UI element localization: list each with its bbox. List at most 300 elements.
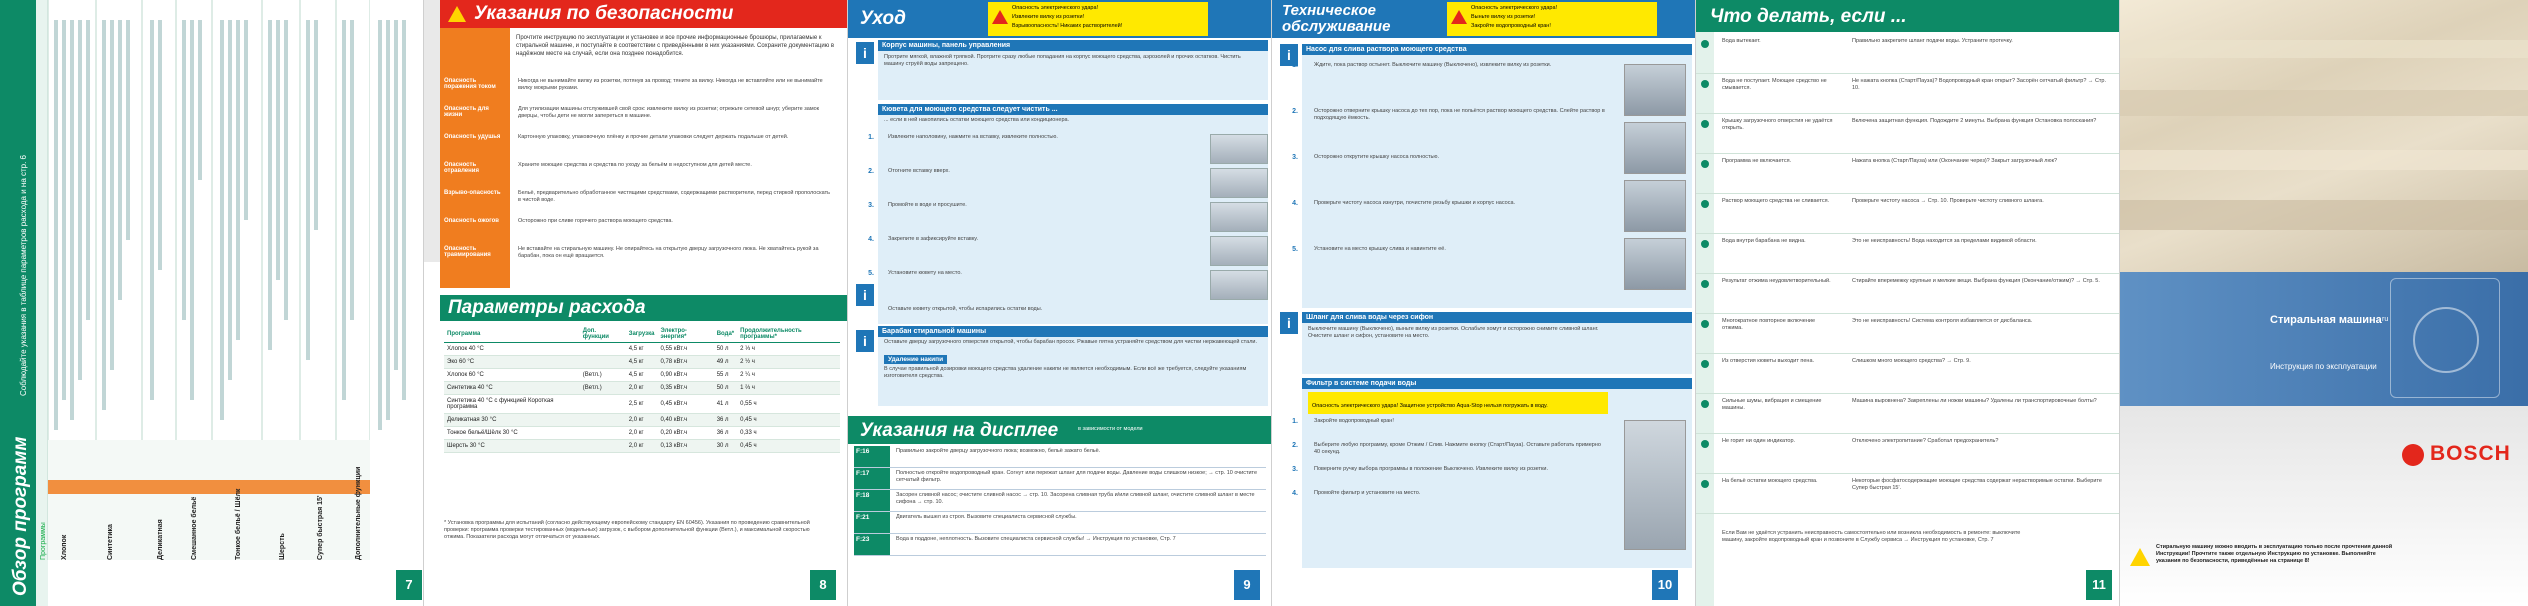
step [1282, 490, 1602, 514]
table-cell: (Ветл.) [580, 382, 626, 395]
table-cell: 2,0 кг [626, 440, 658, 453]
step-image [1210, 168, 1268, 198]
display-text: Засорен сливной насос; очистите сливной насос → стр. 10. Засорена сливная труба и/или сливной шланг, очистите сливной шланг в месте сифона → стр. 10. [896, 492, 1255, 505]
safety-row-label: Опасность удушья [444, 134, 501, 140]
display-row [854, 512, 1266, 534]
problem-text: Сильные шумы, вибрация и смещение машины. [1722, 398, 1822, 411]
safety-row-label: Опасность травмирования [444, 246, 491, 258]
safety-rows [440, 76, 840, 272]
safety-row-text: Картонную упаковку, упаковочную плёнку и прочие детали упаковки следует держать подальше от детей. [518, 134, 789, 140]
hose-title: Шланг для слива воды через сифон [1302, 312, 1692, 323]
display-text: Вода в поддоне, неплотность. Вызовите специалиста сервисной службы! → Инструкция по установке, Стр. 7 [896, 536, 1176, 542]
table-row [444, 343, 840, 356]
table-cell: 50 л [714, 343, 737, 356]
step-text: Поверните ручку выбора программы в положение Выключено. Извлеките вилку из розетки. [1314, 466, 1548, 472]
drum-title: Барабан стиральной машины [878, 326, 1268, 337]
page-troubleshooting [1696, 0, 2120, 606]
page-number-10: 10 [1652, 570, 1678, 600]
solution-text: Отключено электропитание? Сработал предохранитель? [1852, 438, 1999, 444]
troubleshoot-table [1696, 34, 2120, 514]
step-number: 5. [868, 270, 874, 277]
table-cell [580, 343, 626, 356]
table-row [1696, 34, 2120, 74]
step-text: Проверьте чистоту насоса изнутри, почистите резьбу крышки и корпус насоса. [1314, 200, 1516, 206]
safety-row [440, 76, 840, 100]
safety-title: Указания по безопасности [474, 3, 734, 24]
table-cell: 4,5 кг [626, 369, 658, 382]
table-row [1696, 314, 2120, 354]
table-cell: 0,90 кВт.ч [657, 369, 713, 382]
safety-row [440, 216, 840, 240]
overview-subtitle: Соблюдайте указания в таблице параметров расхода и на стр. 6 [19, 155, 28, 396]
problem-text: Многократное повторное включение отжима. [1722, 318, 1816, 331]
pump-image [1624, 64, 1686, 294]
title-bar-consumption [440, 295, 848, 321]
pump-steps [1282, 62, 1612, 292]
page-number-8: 8 [810, 570, 836, 600]
table-row [1696, 74, 2120, 114]
step [1282, 246, 1612, 292]
table-cell [580, 427, 626, 440]
table-cell: Синтетика 40 °C [444, 382, 580, 395]
step-number: 2. [868, 168, 874, 175]
housing-section [878, 40, 1268, 100]
table-cell: 0,20 кВт.ч [657, 427, 713, 440]
maintenance-warning-box [1447, 2, 1657, 36]
safety-row-text: Не вставайте на стиральную машину. Не опирайтесь на открытую дверцу загрузочного люка. Не хватайтесь рукой за барабан, пока он ещё вращается. [518, 246, 819, 259]
problem-text: Результат отжима неудовлетворительный. [1722, 278, 1831, 284]
page-safety [424, 0, 848, 606]
info-icon: i [1280, 44, 1298, 66]
table-cell: 0,45 ч [737, 440, 840, 453]
step-text: Закрепите в зафиксируйте вставку. [888, 236, 979, 242]
housing-title: Корпус машины, панель управления [878, 40, 1268, 51]
warning-icon [1451, 10, 1467, 24]
table-cell: (Ветл.) [580, 369, 626, 382]
table-cell: 4,5 кг [626, 356, 658, 369]
display-table [854, 446, 1266, 556]
bullet-dot-icon [1701, 320, 1709, 328]
title-bar-maintenance [1272, 0, 1696, 38]
table-cell: Тонкое бельё/Шёлк 30 °C [444, 427, 580, 440]
step [1282, 466, 1602, 490]
bullet-dot-icon [1701, 480, 1709, 488]
page-program-overview [0, 0, 424, 606]
step-number: 4. [1292, 200, 1298, 207]
display-row [854, 534, 1266, 556]
bullet-icon [1696, 274, 1714, 313]
table-cell: 0,55 ч [737, 395, 840, 414]
bullet-dot-icon [1701, 400, 1709, 408]
hose-section [1302, 312, 1692, 374]
descale-title: Удаление накипи [884, 355, 947, 364]
bullet-icon [1696, 34, 1714, 73]
table-row [444, 440, 840, 453]
consumption-header-cell: Загрузка [626, 326, 658, 343]
bullet-icon [1696, 394, 1714, 433]
safety-row-text: Осторожно при сливе горячего раствора моющего средства. [518, 218, 673, 224]
display-code: F:23 [854, 534, 890, 555]
problem-text: На бельё остатки моющего средства. [1722, 478, 1818, 484]
table-cell: 36 л [714, 414, 737, 427]
bullet-dot-icon [1701, 160, 1709, 168]
display-row [854, 490, 1266, 512]
table-row [1696, 234, 2120, 274]
cover-lang: ru [2382, 316, 2389, 323]
solution-text: Слишком много моющего средства? → Стр. 9. [1852, 358, 1971, 364]
table-row [1696, 154, 2120, 194]
table-cell: 30 л [714, 440, 737, 453]
drum-text: Оставьте дверцу загрузочного отверстия открытой, чтобы барабан просох. Ржавые пятна устраняйте средством для чистки нержавеющей стали. [884, 339, 1258, 345]
maint-warning-line-3: Закройте водопроводный кран! [1471, 23, 1551, 29]
table-row [444, 356, 840, 369]
step-number: 3. [1292, 466, 1298, 473]
cover-photo [2120, 0, 2528, 272]
table-row [444, 382, 840, 395]
step-number: 1. [868, 134, 874, 141]
troubleshoot-title: Что делать, если ... [1710, 6, 1907, 27]
table-cell: 2,0 кг [626, 382, 658, 395]
warning-icon [992, 10, 1008, 24]
step [1282, 200, 1612, 246]
safety-row-text: Храните моющие средства и средства по уходу за бельём в недоступном для детей месте. [518, 162, 752, 168]
table-row [444, 414, 840, 427]
dispenser-title: Кювета для моющего средства следует чистить ... [878, 104, 1268, 115]
page-number-9: 9 [1234, 570, 1260, 600]
table-row [1696, 274, 2120, 314]
program-silk: Тонкое бельё / Шёлк [235, 488, 242, 560]
bullet-icon [1696, 154, 1714, 193]
info-icon: i [856, 284, 874, 306]
care-title: Уход [860, 8, 906, 29]
safety-row-label: Опасность для жизни [444, 106, 489, 118]
step-image [1210, 236, 1268, 266]
display-code: F:18 [854, 490, 890, 511]
hose-text: Выключите машину (Выключено), выньте вилку из розетки. Ослабьте хомут и осторожно снимите сливной шланг. Очистите шланг и сифон, установите на место. [1308, 326, 1599, 339]
dispenser-step [858, 202, 1268, 236]
safety-row-label: Взрыво-опасность [444, 190, 501, 196]
table-cell [580, 395, 626, 414]
table-cell: 36 л [714, 427, 737, 440]
page-care [848, 0, 1272, 606]
program-synthetic: Синтетика [107, 524, 114, 560]
solution-text: Это не неисправность! Система контроля избавляется от дисбаланса. [1852, 318, 2033, 324]
step-number: 1. [1292, 62, 1298, 69]
consumption-header-row [444, 326, 840, 343]
dispenser-step [858, 270, 1268, 304]
table-cell: 0,40 кВт.ч [657, 414, 713, 427]
step [1282, 108, 1612, 154]
bullet-dot-icon [1701, 240, 1709, 248]
table-cell: 55 л [714, 369, 737, 382]
step [1282, 442, 1602, 466]
bosch-logo-icon [2402, 444, 2424, 466]
table-row [1696, 394, 2120, 434]
safety-row [440, 188, 840, 212]
info-icon: i [856, 330, 874, 352]
solution-text: Это не неисправность! Вода находится за пределами видимой области. [1852, 238, 2037, 244]
bullet-dot-icon [1701, 440, 1709, 448]
overview-title: Обзор программ [10, 436, 31, 596]
consumption-header-cell: Программа [444, 326, 580, 343]
step-text: Осторожно открутите крышку насоса полностью. [1314, 154, 1440, 160]
maint-warning-line-2: Выньте вилку из розетки! [1471, 14, 1536, 20]
cover-brand-area [2120, 406, 2528, 606]
bullet-icon [1696, 474, 1714, 513]
table-cell: 50 л [714, 382, 737, 395]
step-number: 4. [868, 236, 874, 243]
step-text: Выберите любую программу, кроме Отжим / Слив. Нажмите кнопку (Старт/Пауза). Оставьте работать примерно 40 секунд. [1314, 442, 1601, 455]
solution-text: Включена защитная функция. Подождите 2 минуты. Выбрана функция Остановка полоскания? [1852, 118, 2097, 124]
table-row [444, 395, 840, 414]
solution-text: Стирайте вперемежку крупные и мелкие вещи. Выбрана функция (Окончание/отжим)? → Стр. 5. [1852, 278, 2100, 284]
step [1282, 62, 1612, 108]
table-cell [580, 440, 626, 453]
dispenser-step [858, 236, 1268, 270]
consumption-table [444, 326, 840, 453]
table-row [444, 369, 840, 382]
page-number-11: 11 [2086, 570, 2112, 600]
program-delicate: Деликатная [157, 519, 164, 560]
step-number: 1. [1292, 418, 1298, 425]
page-number-7: 7 [396, 570, 422, 600]
step-number: 3. [868, 202, 874, 209]
cover-blue-panel [2120, 272, 2528, 406]
dispenser-step [858, 168, 1268, 202]
washing-machine-icon [2390, 278, 2500, 398]
consumption-header-cell: Продолжительность программы* [737, 326, 840, 343]
table-cell [580, 414, 626, 427]
filter-steps [1282, 418, 1602, 514]
solution-text: Машина выровнена? Закреплены ли ножки машины? Удалены ли транспортировочные болты? [1852, 398, 2097, 404]
overview-col-programs: Программы [40, 522, 47, 560]
filter-title: Фильтр в системе подачи воды [1302, 378, 1692, 389]
display-title: Указания на дисплее [860, 420, 1059, 441]
cover-warning: Стиральную машину можно вводить в эксплуатацию только после прочтения данной Инструкции! Прочтите также отдельную Инструкцию по установке. Выполняйте указания по безопасности, приведённые на странице 8! [2156, 544, 2393, 564]
bullet-dot-icon [1701, 200, 1709, 208]
table-cell: Хлопок 60 °C [444, 369, 580, 382]
warning-icon [448, 6, 466, 22]
solution-text: Не нажата кнопка (Старт/Пауза)? Водопроводный кран открыт? Засорён сетчатый фильтр? → Стр. 10. [1852, 78, 2107, 91]
table-cell: 41 л [714, 395, 737, 414]
problem-text: Программа не включается. [1722, 158, 1792, 164]
display-row [854, 446, 1266, 468]
step-text: Промойте фильтр и установите на место. [1314, 490, 1421, 496]
table-cell: 2 ¼ ч [737, 369, 840, 382]
safety-row [440, 104, 840, 128]
bullet-icon [1696, 74, 1714, 113]
table-cell: 0,33 ч [737, 427, 840, 440]
maintenance-title: Техническое обслуживание [1282, 2, 1391, 35]
bullet-icon [1696, 234, 1714, 273]
consumption-header-cell: Доп. функции [580, 326, 626, 343]
problem-text: Вода внутри барабана не видна. [1722, 238, 1806, 244]
table-cell: 0,35 кВт.ч [657, 382, 713, 395]
table-row [1696, 434, 2120, 474]
safety-row-label: Опасность отравления [444, 162, 479, 174]
step-text: Извлеките наполовину, нажмите на вставку, извлеките полностью. [888, 134, 1058, 140]
step-number: 2. [1292, 108, 1298, 115]
title-bar-troubleshoot [1696, 0, 2120, 32]
cover-product-title: Стиральная машина [2270, 314, 2382, 326]
safety-row-label: Опасность поражения током [444, 78, 496, 90]
table-cell: Эко 60 °C [444, 356, 580, 369]
consumption-header-cell: Вода* [714, 326, 737, 343]
filter-warning-text: Опасность электрического удара! Защитное устройство Aqua-Stop нельзя погружать в воду. [1312, 403, 1548, 409]
program-cotton: Хлопок [61, 534, 68, 560]
step-text: Осторожно отверните крышку насоса до тех пор, пока не польётся раствор моющего средства. Слейте раствор в подходящую ёмкость. [1314, 108, 1605, 121]
table-cell: 0,45 кВт.ч [657, 395, 713, 414]
step-image [1210, 270, 1268, 300]
safety-intro: Прочтите инструкцию по эксплуатации и установке и все прочие информационные брошюры, прилагаемые к стиральной машине, и поступайте в соответствии с приведёнными в них указаниями. Сохраните документацию в надёжном месте на случай, если она позднее понадобится. [516, 35, 835, 57]
troubleshoot-footer: Если Вам не удаётся устранить неисправность самостоятельно или возникла необходимость в ремонте: выключите машину, закройте водопроводный кран и позвоните в Службу сервиса → Инструкция по установке, Стр. 7 [1722, 530, 2021, 543]
problem-text: Из отверстия кюветы выходит пена. [1722, 358, 1815, 364]
table-cell: 2 ⅓ ч [737, 343, 840, 356]
safety-row-text: Никогда не вынимайте вилку из розетки, потянув за провод; тяните за вилку. Никогда не вставляйте или не вынимайте вилку мокрыми руками. [518, 78, 823, 91]
display-text: Двигатель вышел из строя. Вызовите специалиста сервисной службы. [896, 514, 1077, 520]
table-row [444, 427, 840, 440]
care-warning-line-2: Извлеките вилку из розетки! [1012, 14, 1085, 20]
step [1282, 154, 1612, 200]
title-bar-care [848, 0, 1272, 38]
table-cell: Деликатная 30 °C [444, 414, 580, 427]
step-text: Установите на место крышку слива и навинтите её. [1314, 246, 1446, 252]
table-cell: 49 л [714, 356, 737, 369]
maint-warning-line-1: Опасность электрического удара! [1471, 5, 1558, 11]
title-bar-display [848, 416, 1272, 444]
dispenser-sub: ... если в ней накопились остатки моющего средства или кондиционера. [884, 117, 1070, 123]
bullet-dot-icon [1701, 80, 1709, 88]
page-cover [2120, 0, 2528, 606]
display-text: Правильно закройте дверцу загрузочного люка; возможно, бельё зажато бельё. [896, 448, 1101, 454]
solution-text: Проверьте чистоту насоса → Стр. 10. Проверьте чистоту сливного шланга. [1852, 198, 2044, 204]
dispenser-step [858, 134, 1268, 168]
pump-title: Насос для слива раствора моющего средства [1302, 44, 1692, 55]
solution-text: Нажата кнопка (Старт/Пауза) или (Окончание через)? Закрыт загрузочный люк? [1852, 158, 2058, 164]
table-cell: 2,0 кг [626, 427, 658, 440]
step-number: 5. [1292, 246, 1298, 253]
care-warning-box [988, 2, 1208, 36]
bullet-icon [1696, 314, 1714, 353]
bullet-dot-icon [1701, 120, 1709, 128]
table-row [1696, 354, 2120, 394]
title-bar-safety [440, 0, 848, 28]
filter-warning [1308, 392, 1608, 414]
cover-brand: BOSCH [2430, 442, 2511, 465]
safety-row-label: Опасность ожогов [444, 218, 499, 224]
safety-row [440, 160, 840, 184]
overview-table-graphic [0, 0, 424, 606]
table-row [1696, 474, 2120, 514]
bullet-icon [1696, 114, 1714, 153]
solution-text: Правильно закрепите шланг подачи воды. Устраните протечку. [1852, 38, 2013, 44]
info-icon: i [856, 42, 874, 64]
bullet-icon [1696, 434, 1714, 473]
safety-row-text: Бельё, предварительно обработанное чистящими средствами, содержащими растворители, перед стиркой прополоскать в чистой воде. [518, 190, 830, 203]
table-cell [580, 356, 626, 369]
problem-text: Вода вытекает. [1722, 38, 1761, 44]
step-text: Закройте водопроводный кран! [1314, 418, 1394, 424]
solution-text: Некоторые фосфатосодержащие моющие средства содержат нерастворимые остатки. Выберите Супер быстрая 15'. [1852, 478, 2102, 491]
filter-image [1624, 420, 1686, 550]
step-text: Установите кювету на место. [888, 270, 962, 276]
cover-subtitle: Инструкция по эксплуатации [2270, 362, 2377, 371]
dispenser-note: Оставьте кювету открытой, чтобы испарились остатки воды. [888, 306, 1043, 312]
table-cell: 0,78 кВт.ч [657, 356, 713, 369]
info-icon: i [1280, 312, 1298, 334]
bullet-icon [1696, 194, 1714, 233]
program-mixed: Смешанное бельё [191, 496, 198, 560]
problem-text: Не горит ни один индикатор. [1722, 438, 1796, 444]
care-warning-line-1: Опасность электрического удара! [1012, 5, 1099, 11]
problem-text: Крышку загрузочного отверстия не удаётся открыть. [1722, 118, 1833, 131]
display-model-note: в зависимости от модели [1078, 426, 1143, 432]
dispenser-steps [858, 134, 1268, 304]
problem-text: Вода не поступает. Моющее средство не смывается. [1722, 78, 1827, 91]
step-text: Ждите, пока раствор остынет. Выключите машину (Выключено), извлеките вилку из розетки. [1314, 62, 1552, 68]
program-wool: Шерсть [279, 533, 286, 560]
bullet-dot-icon [1701, 360, 1709, 368]
consumption-header-cell: Электро-энергия* [657, 326, 713, 343]
table-row [1696, 114, 2120, 154]
table-cell: 0,55 кВт.ч [657, 343, 713, 356]
table-cell: 2,0 кг [626, 414, 658, 427]
consumption-title: Параметры расхода [448, 297, 646, 318]
housing-text: Протрите мягкой, влажной тряпкой. Протрите сразу любые попадания на корпус моющего средства, аэрозолей и прочих остатков. Чистить машину струёй воды запрещено. [884, 54, 1241, 67]
table-cell: 0,45 ч [737, 414, 840, 427]
step-number: 2. [1292, 442, 1298, 449]
care-warning-line-3: Взрывоопасность! Никаких растворителей! [1012, 23, 1123, 29]
table-cell: 1 ⅔ ч [737, 382, 840, 395]
safety-row [440, 132, 840, 156]
consumption-note: * Установка программы для испытаний (согласно действующему европейскому стандарту EN 60456). Указания по проведению сравнительной проверки: программа проверки тестированных (модельных) загрузок, с выбором дополнительной функции (Ветл.), и максимальной скоростью отжима. Показатели расхода могут отличаться от указанных. [444, 520, 810, 540]
overview-footer-label: Дополнительные функции [355, 466, 362, 560]
table-cell: Синтетика 40 °C с функцией Короткая программа [444, 395, 580, 414]
table-cell: Хлопок 40 °C [444, 343, 580, 356]
display-text: Полностью откройте водопроводный кран. Согнут или пережат шланг для подачи воды. Давление воды слишком низкое; → стр. 10 очистите сетчатый фильтр. [896, 470, 1258, 483]
bullet-icon [1696, 354, 1714, 393]
bullet-dot-icon [1701, 280, 1709, 288]
display-code: F:17 [854, 468, 890, 489]
step-text: Отогните вставку вверх. [888, 168, 950, 174]
drum-section [878, 326, 1268, 406]
table-cell: Шерсть 30 °C [444, 440, 580, 453]
display-code: F:21 [854, 512, 890, 533]
safety-row [440, 244, 840, 268]
table-cell: 2 ½ ч [737, 356, 840, 369]
barcode-strip [424, 0, 440, 262]
display-code: F:16 [854, 446, 890, 467]
table-cell: 0,13 кВт.ч [657, 440, 713, 453]
safety-row-text: Для утилизации машины отслужившей свой срок: извлеките вилку из розетки; отрежьте сетевой шнур; уберите замок дверцы, чтобы дети не могли запереться в машине. [518, 106, 820, 119]
step [1282, 418, 1602, 442]
warning-icon [2130, 548, 2150, 566]
page-maintenance [1272, 0, 1696, 606]
table-cell: 4,5 кг [626, 343, 658, 356]
step-number: 3. [1292, 154, 1298, 161]
bullet-dot-icon [1701, 40, 1709, 48]
step-image [1210, 134, 1268, 164]
descale-text: В случае правильной дозировки моющего средства удаление накипи не является необходимым. Если всё же требуется, следуйте указаниям изготовителя средства. [884, 366, 1247, 379]
program-super-quick: Супер быстрая 15' [317, 495, 324, 560]
problem-text: Раствор моющего средства не сливается. [1722, 198, 1830, 204]
step-number: 4. [1292, 490, 1298, 497]
step-text: Промойте в воде и просушите. [888, 202, 967, 208]
step-image [1210, 202, 1268, 232]
table-cell: 2,5 кг [626, 395, 658, 414]
table-row [1696, 194, 2120, 234]
display-row [854, 468, 1266, 490]
